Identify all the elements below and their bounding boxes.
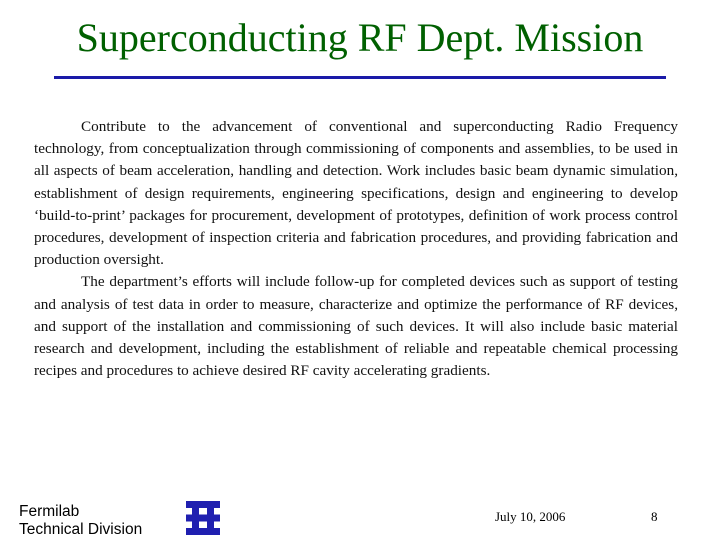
footer-date: July 10, 2006 (495, 509, 566, 524)
footer-org-line-1: Fermilab (19, 503, 80, 520)
slide-title: Superconducting RF Dept. Mission (76, 15, 644, 60)
fermilab-logo-icon (183, 498, 223, 538)
footer-organization (19, 503, 142, 539)
mission-text (34, 116, 678, 382)
mission-paragraph-2: The department’s efforts will include follow-up for completed devices such as support of testing and analysis of test data in order to measure, characterize and optimize the performance of RF devices, and support of the installation and commissioning of such devices. It will also include basic material research and development, including the establishment of reliable and repeatable chemical processing recipes and procedures to achieve desired RF cavity accelerating gradients. (34, 273, 678, 380)
title-underline (54, 76, 666, 79)
mission-paragraph-1: Contribute to the advancement of conventional and superconducting Radio Frequency technology, from conceptualization through commissioning of components and assemblies, to be used in all aspects of beam acceleration, handling and detection. Work includes basic beam dynamic simulation, establishment of design requirements, engineering specifications, design and engineering to develop ‘build-to-print’ packages for procurement, development of prototypes, definition of work process control procedures, development of inspection criteria and fabrication procedures, and providing fabrication and production oversight. (34, 118, 678, 269)
footer-org-line-2: Technical Division (19, 521, 143, 538)
page-number: 8 (651, 509, 658, 524)
